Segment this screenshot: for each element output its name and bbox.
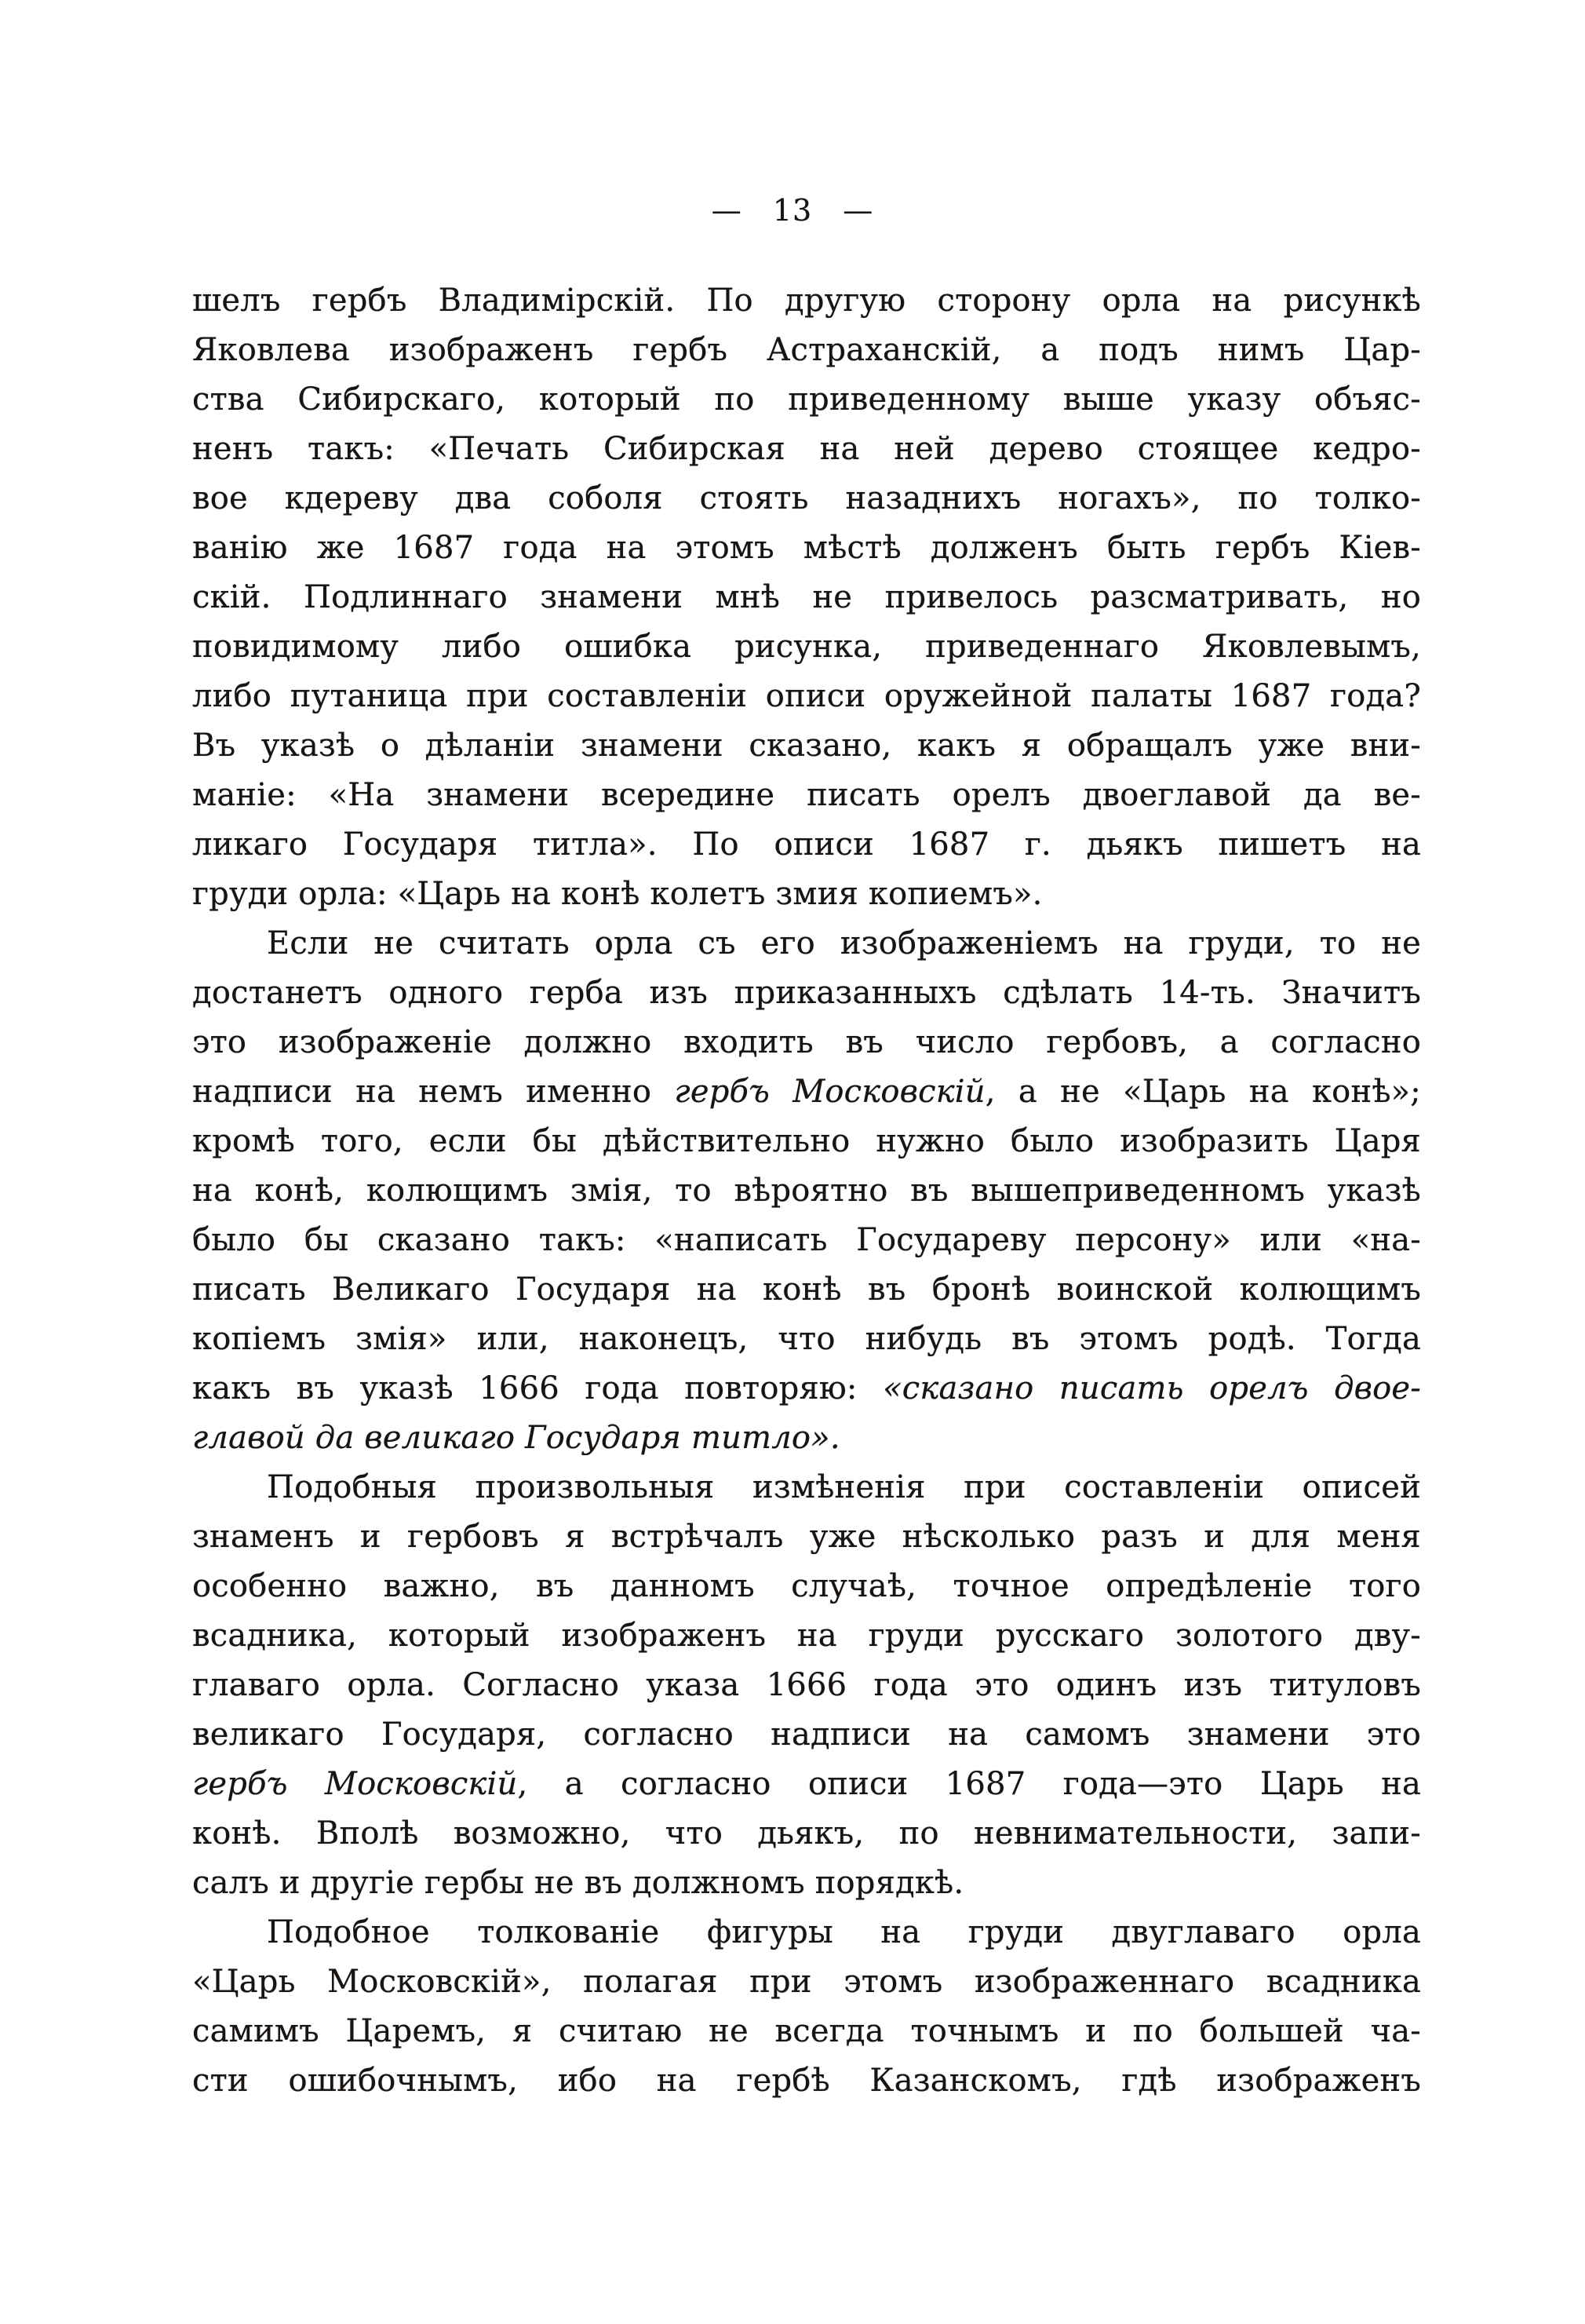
text-line — [192, 1809, 1421, 1859]
text-line — [192, 1414, 1421, 1463]
text-line — [192, 919, 1421, 969]
text-line — [192, 672, 1421, 721]
text-block — [192, 276, 1421, 2106]
page-number: — 13 — — [711, 193, 874, 228]
text-line — [192, 2007, 1421, 2056]
text-line — [192, 326, 1421, 375]
text-line — [192, 1562, 1421, 1611]
text-run: Подобное толкованіе фигуры на груди двуглаваго орла — [267, 1914, 1421, 1950]
text-line — [192, 870, 1421, 919]
text-line — [192, 375, 1421, 425]
text-line — [192, 622, 1421, 672]
text-line — [192, 1166, 1421, 1216]
text-run: ства Сибирскаго, который по приведенному выше указу объяс- — [192, 381, 1421, 418]
text-line — [192, 1957, 1421, 2007]
text-run: надписи на немъ именно — [192, 1074, 675, 1110]
text-run: писать Великаго Государя на конѣ въ бронѣ воинской колющимъ — [192, 1271, 1421, 1308]
text-run: , а согласно описи 1687 года—это Царь на — [517, 1766, 1421, 1802]
text-run: достанетъ одного герба изъ приказанныхъ сдѣлать 14-ть. Значитъ — [192, 975, 1421, 1011]
text-run: Въ указѣ о дѣланіи знамени сказано, какъ я обращалъ уже вни- — [192, 728, 1421, 764]
text-run: ликаго Государя титла». По описи 1687 г. дьякъ пишетъ на — [192, 826, 1421, 863]
text-run: Подобныя произвольныя измѣненія при составленіи описей — [267, 1469, 1421, 1505]
text-run: особенно важно, въ данномъ случаѣ, точное опредѣленіе того — [192, 1568, 1421, 1604]
italic-run: главой да великаго Государя титло». — [192, 1420, 840, 1456]
text-run: знаменъ и гербовъ я встрѣчалъ уже нѣсколько разъ и для меня — [192, 1519, 1421, 1555]
text-line — [192, 276, 1421, 326]
text-line — [192, 474, 1421, 524]
text-line — [192, 1315, 1421, 1364]
paragraph-3 — [192, 1463, 1421, 1908]
text-line — [192, 2056, 1421, 2106]
paragraph-1 — [192, 276, 1421, 919]
text-line — [192, 1018, 1421, 1067]
text-run: Яковлева изображенъ гербъ Астраханскій, а подъ нимъ Цар- — [192, 332, 1421, 368]
text-run: ванію же 1687 года на этомъ мѣстѣ долженъ быть гербъ Кіев- — [192, 530, 1421, 566]
text-run: всадника, который изображенъ на груди русскаго золотого дву- — [192, 1618, 1421, 1654]
text-line — [192, 524, 1421, 573]
text-run: сти ошибочнымъ, ибо на гербѣ Казанскомъ, гдѣ изображенъ — [192, 2063, 1421, 2099]
text-line — [192, 1611, 1421, 1661]
text-line — [192, 1760, 1421, 1809]
text-run: самимъ Царемъ, я считаю не всегда точнымъ и по большей ча- — [192, 2013, 1421, 2049]
text-run: шелъ гербъ Владимірскій. По другую сторону орла на рисункѣ — [192, 283, 1421, 319]
text-run: , а не «Царь на конѣ»; — [985, 1074, 1421, 1110]
paragraph-2 — [192, 919, 1421, 1463]
text-line — [192, 721, 1421, 771]
text-run: это изображеніе должно входить въ число гербовъ, а согласно — [192, 1024, 1421, 1060]
text-line — [192, 573, 1421, 622]
text-run: было бы сказано такъ: «написать Государеву персону» или «на- — [192, 1222, 1421, 1258]
text-run: скій. Подлиннаго знамени мнѣ не привелось разсматривать, но — [192, 579, 1421, 615]
text-line — [192, 969, 1421, 1018]
text-run: копіемъ змія» или, наконецъ, что нибудь въ этомъ родѣ. Тогда — [192, 1321, 1421, 1357]
text-run: маніе: «На знамени всередине писать орелъ двоеглавой да ве- — [192, 777, 1421, 813]
text-run: ненъ такъ: «Печать Сибирская на ней дерево стоящее кедро- — [192, 431, 1421, 467]
text-line — [192, 1216, 1421, 1265]
text-run: «Царь Московскій», полагая при этомъ изображеннаго всадника — [192, 1964, 1421, 2000]
text-run: Если не считать орла съ его изображеніемъ на груди, то не — [267, 925, 1421, 961]
text-run: великаго Государя, согласно надписи на самомъ знамени это — [192, 1717, 1421, 1753]
italic-run: гербъ Московскій — [674, 1074, 986, 1110]
text-line — [192, 1908, 1421, 1957]
text-line — [192, 1859, 1421, 1908]
text-line — [192, 820, 1421, 870]
text-line — [192, 1661, 1421, 1710]
text-line — [192, 1265, 1421, 1315]
text-run: вое кдереву два соболя стоять назаднихъ ногахъ», по толко- — [192, 480, 1421, 516]
text-line — [192, 1463, 1421, 1512]
text-run: на конѣ, колющимъ змія, то вѣроятно въ вышеприведенномъ указѣ — [192, 1173, 1421, 1209]
text-run: кромѣ того, если бы дѣйствительно нужно было изобразить Царя — [192, 1123, 1421, 1159]
text-run: груди орла: «Царь на конѣ колетъ змия копиемъ». — [192, 876, 1043, 912]
text-line — [192, 1512, 1421, 1562]
text-line — [192, 425, 1421, 474]
text-run: либо путаница при составленіи описи оружейной палаты 1687 года? — [192, 678, 1421, 714]
text-line — [192, 1067, 1421, 1117]
text-run: конѣ. Вполѣ возможно, что дьякъ, по невнимательности, запи- — [192, 1815, 1421, 1852]
text-line — [192, 771, 1421, 820]
text-run: какъ въ указѣ 1666 года повторяю: — [192, 1370, 884, 1406]
text-line — [192, 1364, 1421, 1414]
text-run: салъ и другіе гербы не въ должномъ порядкѣ. — [192, 1865, 964, 1901]
italic-run: гербъ Московскій — [192, 1766, 518, 1802]
text-run: главаго орла. Согласно указа 1666 года это одинъ изъ титуловъ — [192, 1667, 1421, 1703]
text-line — [192, 1117, 1421, 1166]
paragraph-4 — [192, 1908, 1421, 2106]
text-line — [192, 1710, 1421, 1760]
italic-run: «сказано писать орелъ двое- — [883, 1370, 1421, 1406]
text-run: повидимому либо ошибка рисунка, приведеннаго Яковлевымъ, — [192, 629, 1421, 665]
